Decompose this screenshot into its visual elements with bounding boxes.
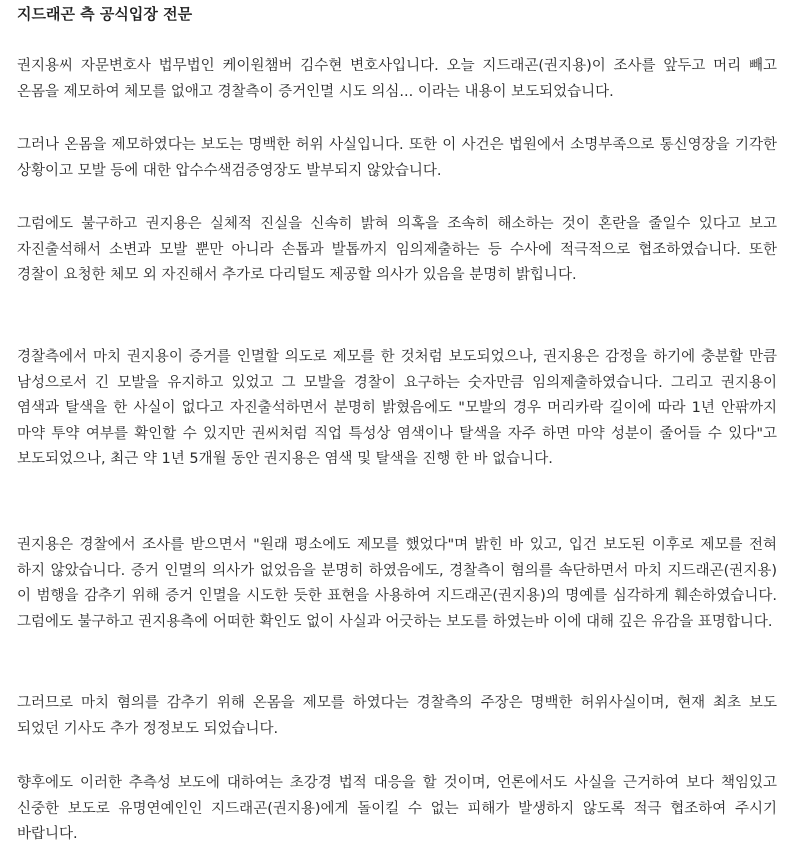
statement-paragraph: 향후에도 이러한 추측성 보도에 대하여는 초강경 법적 대응을 할 것이며, 언론에서도 사실을 근거하여 보다 책임있고 신중한 보도로 유명연예인인 지드래곤(권지용)에게 돌이킬 수 없는 피해가 발생하지 않도록 적극 협조하여 주시기 바랍니다.: [17, 775, 777, 842]
statement-paragraph: 권지용씨 자문변호사 법무법인 케이원챔버 김수현 변호사입니다. 오늘 지드래곤(권지용)이 조사를 앞두고 머리 빼고 온몸을 제모하여 체모를 없애고 경찰측이 증거인멸 시도 의심... 이라는 내용이 보도되었습니다.: [17, 58, 777, 100]
statement-paragraph: 그러므로 마치 혐의를 감추기 위해 온몸을 제모를 하였다는 경찰측의 주장은 명백한 허위사실이며, 현재 최초 보도 되었던 기사도 추가 정정보도 되었습니다.: [17, 695, 777, 737]
statement-paragraph: 권지용은 경찰에서 조사를 받으면서 "원래 평소에도 제모를 했었다"며 밝힌 바 있고, 입건 보도된 이후로 제모를 전혀 하지 않았습니다. 증거 인멸의 의사가 없었음을 분명히 하였음에도, 경찰측이 혐의를 속단하면서 마치 지드래곤(권지용)이 범행을 감추기 위해 증거 인멸을 시도한 듯한 표현을 사용하여 지드래곤(권지용)의 명예를 심각하게 훼손하였습니다. 그럼에도 불구하고 권지용측에 어떠한 확인도 없이 사실과 어긋하는 보도를 하였는바 이에 대해 깊은 유감을 표명합니다.: [17, 537, 777, 630]
statement-paragraph: 경찰측에서 마치 권지용이 증거를 인멸할 의도로 제모를 한 것처럼 보도되었으나, 권지용은 감정을 하기에 충분할 만큼 남성으로서 긴 모발을 유지하고 있었고 그 모발을 경찰이 요구하는 숫자만큼 임의제출하였습니다. 그리고 권지용이 염색과 탈색을 한 사실이 없다고 자진출석하면서 분명히 밝혔음에도 "모발의 경우 머리카락 길이에 따라 1년 안팎까지 마약 투약 여부를 확인할 수 있지만 권씨처럼 직업 특성상 염색이나 탈색을 자주 하면 마약 성분이 줄어들 수 있다"고 보도되었으나, 최근 약 1년 5개월 동안 권지용은 염색 및 탈색을 진행 한 바 없습니다.: [17, 349, 777, 467]
statement-paragraph: 그럼에도 불구하고 권지용은 실체적 진실을 신속히 밝혀 의혹을 조속히 해소하는 것이 혼란을 줄일수 있다고 보고 자진출석해서 소변과 모발 뿐만 아니라 손톱과 발톱까지 임의제출하는 등 수사에 적극적으로 협조하였습니다. 또한 경찰이 요청한 체모 외 자진해서 추가로 다리털도 제공할 의사가 있음을 분명히 밝힙니다.: [17, 216, 777, 283]
statement-paragraph: 그러나 온몸을 제모하였다는 보도는 명백한 허위 사실입니다. 또한 이 사건은 법원에서 소명부족으로 통신영장을 기각한 상황이고 모발 등에 대한 압수수색검증영장도 발부되지 않았습니다.: [17, 137, 777, 179]
page-title: 지드래곤 측 공식입장 전문: [17, 5, 193, 23]
